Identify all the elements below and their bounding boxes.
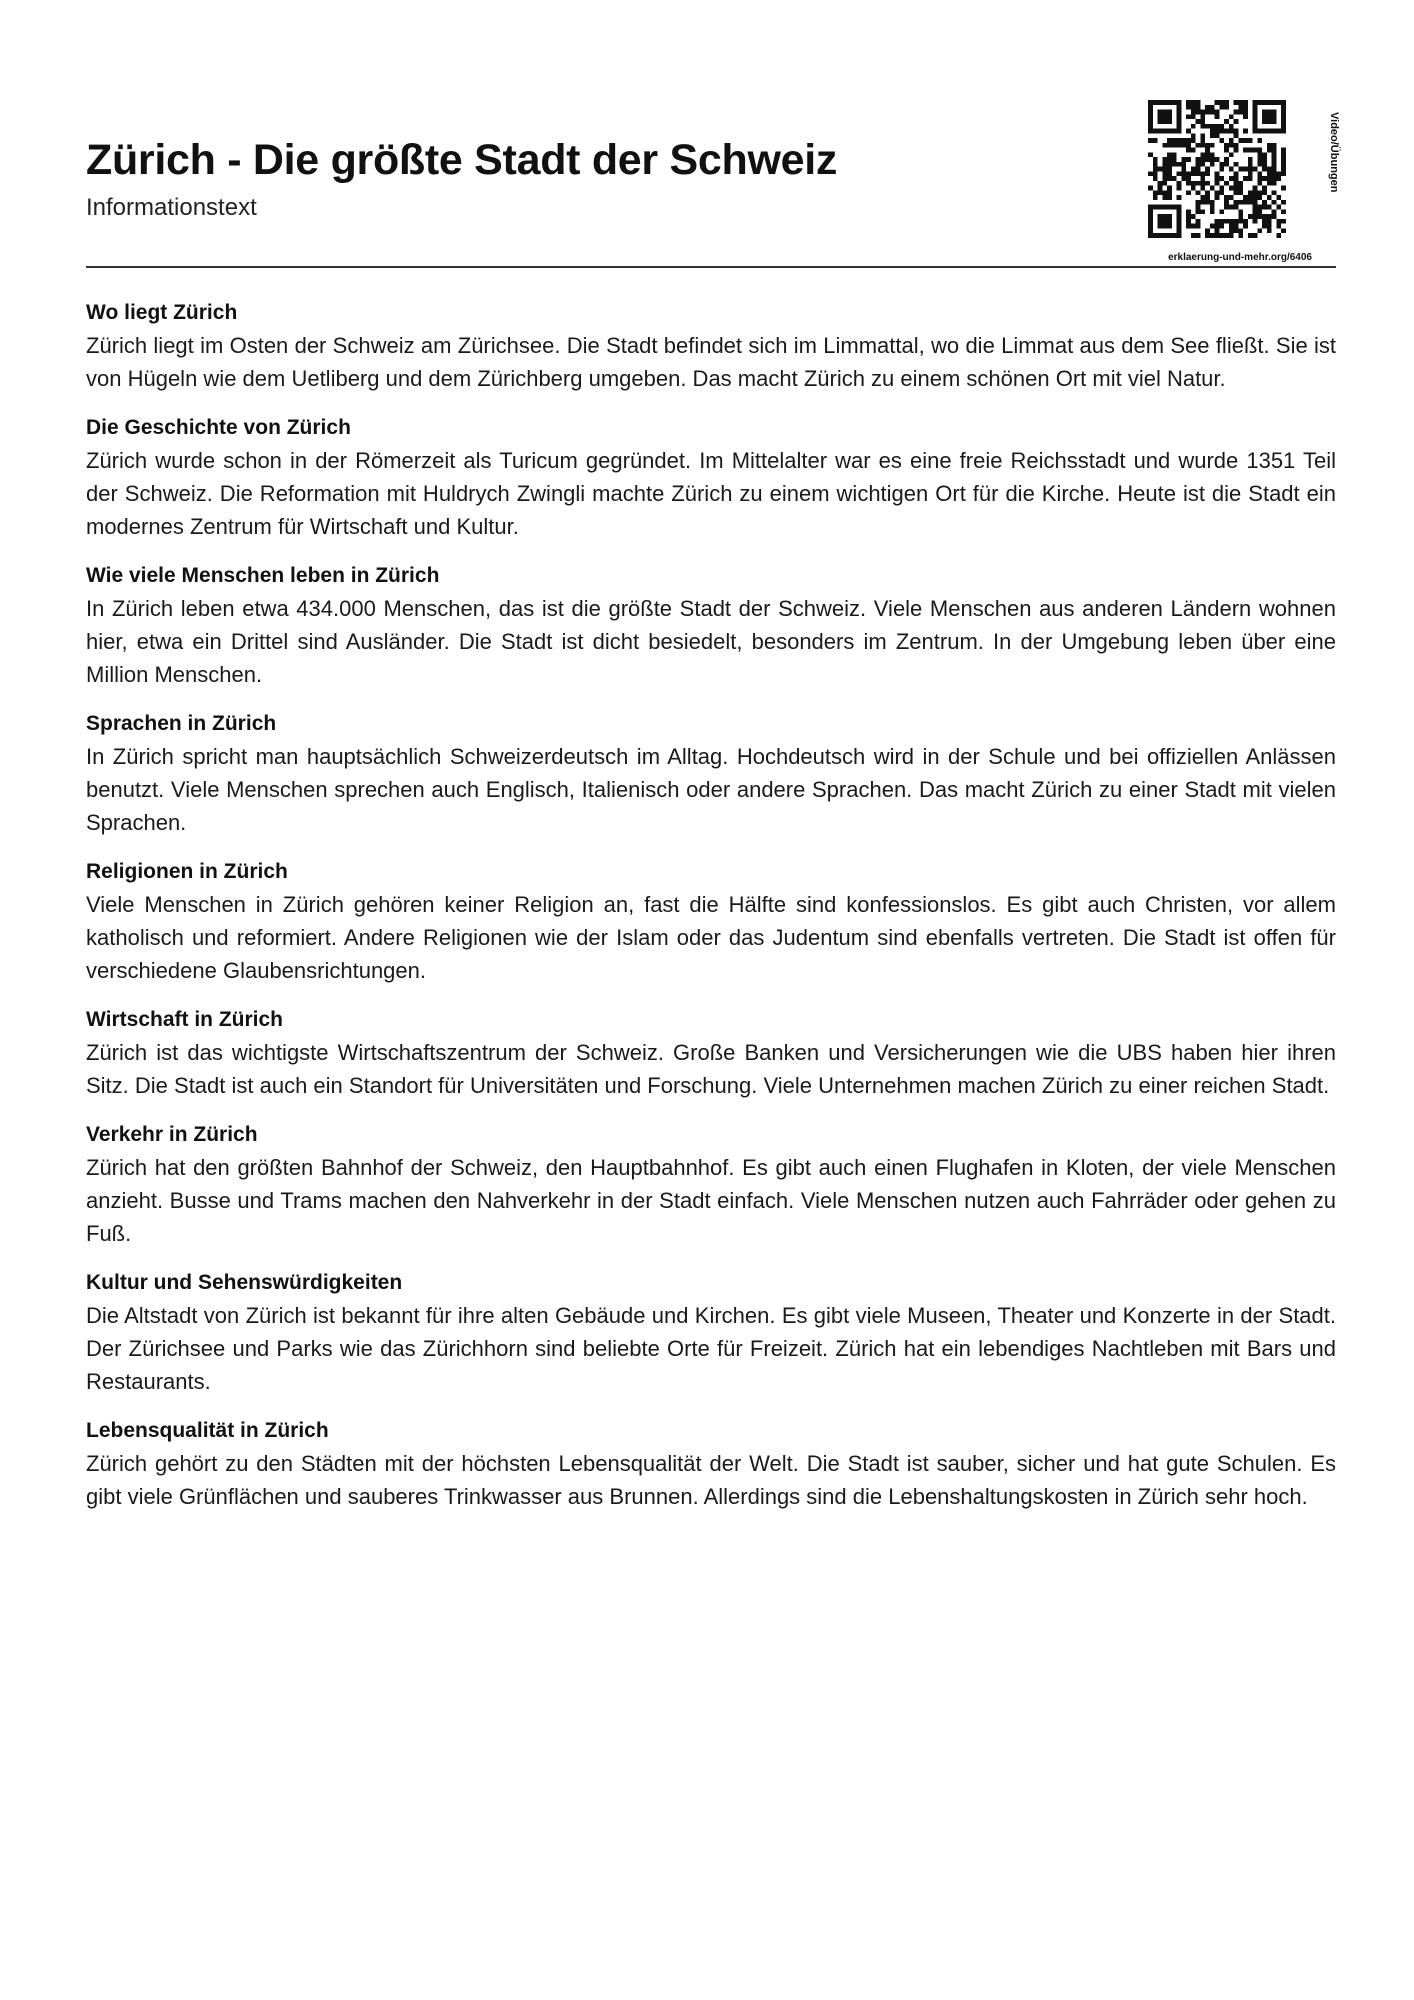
qr-code-graphic bbox=[1148, 100, 1286, 238]
section-heading: Verkehr in Zürich bbox=[86, 1123, 258, 1146]
section-paragraph: Zürich wurde schon in der Römerzeit als Turicum gegründet. Im Mittelalter war es eine freie Reichsstadt und wurde 1351 Teil der Schweiz. Die Reformation mit Huldrych Zwingli machte Zürich zu einem wichtigen Ort für die Kirche. Heute ist die Stadt ein modernes Zentrum für Wirtschaft und Kultur. bbox=[86, 448, 1336, 539]
section-heading: Lebensqualität in Zürich bbox=[86, 1419, 329, 1442]
section-verkehr bbox=[86, 1118, 1336, 1250]
section-paragraph: Zürich hat den größten Bahnhof der Schweiz, den Hauptbahnhof. Es gibt auch einen Flughafen in Kloten, der viele Menschen anzieht. Busse und Trams machen den Nahverkehr in der Stadt einfach. Viele Menschen nutzen auch Fahrräder oder gehen zu Fuß. bbox=[86, 1155, 1336, 1246]
section-heading: Wie viele Menschen leben in Zürich bbox=[86, 564, 440, 587]
source-url[interactable]: erklaerung-und-mehr.org/6406 bbox=[1168, 252, 1312, 263]
section-paragraph: Die Altstadt von Zürich ist bekannt für ihre alten Gebäude und Kirchen. Es gibt viele Museen, Theater und Konzerte in der Stadt. Der Zürichsee und Parks wie das Zürichhorn sind beliebte Orte für Freizeit. Zürich hat ein lebendiges Nachtleben mit Bars und Restaurants. bbox=[86, 1303, 1336, 1394]
section-wo-liegt-zuerich bbox=[86, 296, 1336, 395]
section-heading: Religionen in Zürich bbox=[86, 860, 288, 883]
section-heading: Wo liegt Zürich bbox=[86, 301, 238, 324]
page-header bbox=[86, 100, 1340, 270]
section-paragraph: In Zürich leben etwa 434.000 Menschen, das ist die größte Stadt der Schweiz. Viele Menschen aus anderen Ländern wohnen hier, etwa ein Drittel sind Ausländer. Die Stadt ist dicht besiedelt, besonders im Zentrum. In der Umgebung leben über eine Million Menschen. bbox=[86, 596, 1336, 687]
qr-code-icon[interactable] bbox=[1148, 100, 1286, 238]
section-paragraph: Zürich liegt im Osten der Schweiz am Zürichsee. Die Stadt befindet sich im Limmattal, wo die Limmat aus dem See fließt. Sie ist von Hügeln wie dem Uetliberg und dem Zürichberg umgeben. Das macht Zürich zu einem schönen Ort mit viel Natur. bbox=[86, 333, 1336, 391]
qr-label: Video/Übungen bbox=[1328, 112, 1340, 193]
section-paragraph: Viele Menschen in Zürich gehören keiner Religion an, fast die Hälfte sind konfessionslos. Es gibt auch Christen, vor allem katholisch und reformiert. Andere Religionen wie der Islam oder das Judentum sind ebenfalls vertreten. Die Stadt ist offen für verschiedene Glaubensrichtungen. bbox=[86, 892, 1336, 983]
section-lebensqualitaet bbox=[86, 1414, 1336, 1513]
header-divider bbox=[86, 266, 1336, 268]
info-text bbox=[86, 296, 1336, 1529]
section-paragraph: Zürich ist das wichtigste Wirtschaftszentrum der Schweiz. Große Banken und Versicherungen wie die UBS haben hier ihren Sitz. Die Stadt ist auch ein Standort für Universitäten und Forschung. Viele Unternehmen machen Zürich zu einer reichen Stadt. bbox=[86, 1040, 1336, 1098]
page-title: Zürich - Die größte Stadt der Schweiz bbox=[86, 136, 838, 184]
section-paragraph: Zürich gehört zu den Städten mit der höchsten Lebensqualität der Welt. Die Stadt ist sauber, sicher und hat gute Schulen. Es gibt viele Grünflächen und sauberes Trinkwasser aus Brunnen. Allerdings sind die Lebenshaltungskosten in Zürich sehr hoch. bbox=[86, 1451, 1336, 1509]
section-religionen bbox=[86, 855, 1336, 987]
section-wirtschaft bbox=[86, 1003, 1336, 1102]
section-heading: Wirtschaft in Zürich bbox=[86, 1008, 283, 1031]
section-kultur bbox=[86, 1266, 1336, 1398]
section-geschichte bbox=[86, 411, 1336, 543]
section-heading: Die Geschichte von Zürich bbox=[86, 416, 351, 439]
section-heading: Kultur und Sehenswürdigkeiten bbox=[86, 1271, 403, 1294]
section-sprachen bbox=[86, 707, 1336, 839]
section-heading: Sprachen in Zürich bbox=[86, 712, 277, 735]
section-bevoelkerung bbox=[86, 559, 1336, 691]
page-subtitle: Informationstext bbox=[86, 194, 257, 221]
section-paragraph: In Zürich spricht man hauptsächlich Schweizerdeutsch im Alltag. Hochdeutsch wird in der Schule und bei offiziellen Anlässen benutzt. Viele Menschen sprechen auch Englisch, Italienisch oder andere Sprachen. Das macht Zürich zu einer Stadt mit vielen Sprachen. bbox=[86, 744, 1336, 835]
